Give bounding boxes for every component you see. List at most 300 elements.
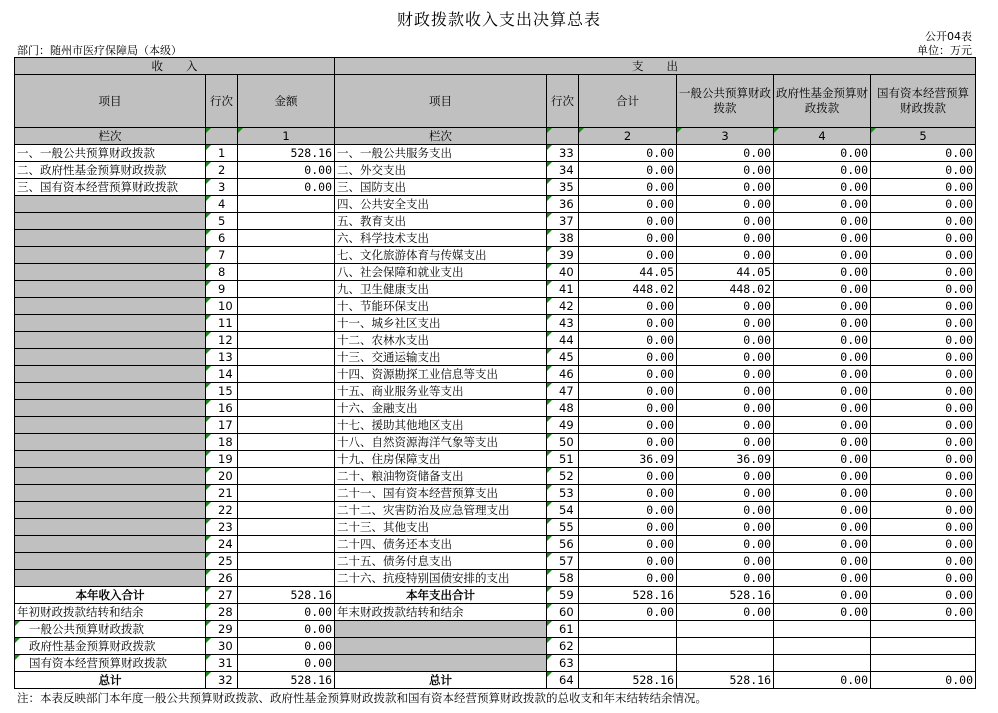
expense-total: 0.00 xyxy=(579,196,677,213)
expense-item: 十三、交通运输支出 xyxy=(335,349,547,366)
income-row-no: 18 xyxy=(206,434,238,451)
expense-gov-fund: 0.00 xyxy=(774,536,871,553)
income-amount xyxy=(238,196,335,213)
expense-gov-fund: 0.00 xyxy=(774,451,871,468)
expense-item: 二十二、灾害防治及应急管理支出 xyxy=(335,502,547,519)
income-amount: 528.16 xyxy=(238,145,335,162)
column-4: 4 xyxy=(774,128,871,145)
income-row-no: 15 xyxy=(206,383,238,400)
income-header: 收 入 xyxy=(15,58,335,75)
expense-general-budget: 0.00 xyxy=(677,179,774,196)
expense-item: 二十三、其他支出 xyxy=(335,519,547,536)
expense-general-budget: 0.00 xyxy=(677,145,774,162)
expense-total: 0.00 xyxy=(579,162,677,179)
expense-state-capital: 0.00 xyxy=(871,298,976,315)
table-row xyxy=(15,281,976,298)
expense-row-no: 41 xyxy=(547,281,579,298)
expense-state-capital: 0.00 xyxy=(871,434,976,451)
total-header: 合计 xyxy=(579,75,677,128)
expense-item: 十八、自然资源海洋气象等支出 xyxy=(335,434,547,451)
income-item: 二、政府性基金预算财政拨款 xyxy=(15,162,206,179)
expense-total-state-capital: 0.00 xyxy=(871,587,976,604)
expense-gov-fund: 0.00 xyxy=(774,247,871,264)
grand-income-row-no: 32 xyxy=(206,672,238,689)
expense-total: 0.00 xyxy=(579,434,677,451)
expense-row-no: 50 xyxy=(547,434,579,451)
fiscal-summary-table xyxy=(14,57,976,689)
expense-item: 八、社会保障和就业支出 xyxy=(335,264,547,281)
income-item xyxy=(15,349,206,366)
table-row xyxy=(15,485,976,502)
expense-state-capital: 0.00 xyxy=(871,247,976,264)
income-item xyxy=(15,451,206,468)
table-row xyxy=(15,570,976,587)
income-row-no: 19 xyxy=(206,451,238,468)
expense-total: 0.00 xyxy=(579,247,677,264)
expense-row-no: 52 xyxy=(547,468,579,485)
carryover-sub-row xyxy=(15,638,976,655)
column-2: 2 xyxy=(579,128,677,145)
expense-gov-fund: 0.00 xyxy=(774,570,871,587)
income-item xyxy=(15,519,206,536)
income-item xyxy=(15,315,206,332)
expense-gov-fund: 0.00 xyxy=(774,213,871,230)
income-item xyxy=(15,332,206,349)
expense-total: 448.02 xyxy=(579,281,677,298)
empty-cell xyxy=(774,638,871,655)
expense-item: 十九、住房保障支出 xyxy=(335,451,547,468)
expense-general-budget: 0.00 xyxy=(677,349,774,366)
income-row-no: 23 xyxy=(206,519,238,536)
empty-cell xyxy=(774,655,871,672)
income-item xyxy=(15,213,206,230)
expense-total: 0.00 xyxy=(579,553,677,570)
expense-state-capital: 0.00 xyxy=(871,417,976,434)
table-row xyxy=(15,383,976,400)
carryover-sub-label: 国有资本经营预算财政拨款 xyxy=(15,655,206,672)
expense-general-budget: 0.00 xyxy=(677,536,774,553)
expense-header: 支 出 xyxy=(335,58,976,75)
expense-gov-fund: 0.00 xyxy=(774,553,871,570)
income-amount xyxy=(238,553,335,570)
expense-total-sum: 528.16 xyxy=(579,587,677,604)
empty-cell xyxy=(774,621,871,638)
expense-state-capital: 0.00 xyxy=(871,179,976,196)
expense-state-capital: 0.00 xyxy=(871,536,976,553)
grand-expense-general: 528.16 xyxy=(677,672,774,689)
income-total-row-no: 27 xyxy=(206,587,238,604)
expense-general-budget: 0.00 xyxy=(677,213,774,230)
form-code: 公开04表 xyxy=(925,30,972,43)
income-row-no: 2 xyxy=(206,162,238,179)
income-item xyxy=(15,417,206,434)
income-item xyxy=(15,366,206,383)
expense-item: 二、外交支出 xyxy=(335,162,547,179)
table-row xyxy=(15,145,976,162)
income-item: 一、一般公共预算财政拨款 xyxy=(15,145,206,162)
expense-item: 十二、农林水支出 xyxy=(335,332,547,349)
carryover-sub-amount: 0.00 xyxy=(238,655,335,672)
empty-cell xyxy=(579,638,677,655)
expense-general-budget: 0.00 xyxy=(677,383,774,400)
expense-row-no: 58 xyxy=(547,570,579,587)
expense-row-no: 53 xyxy=(547,485,579,502)
expense-state-capital: 0.00 xyxy=(871,196,976,213)
begin-carryover-row-no: 28 xyxy=(206,604,238,621)
expense-rowno-header: 行次 xyxy=(547,75,579,128)
income-item xyxy=(15,570,206,587)
table-row xyxy=(15,230,976,247)
begin-carryover-label: 年初财政拨款结转和结余 xyxy=(15,604,206,621)
income-amount xyxy=(238,213,335,230)
table-row xyxy=(15,553,976,570)
income-row-no: 3 xyxy=(206,179,238,196)
grand-income-amount: 528.16 xyxy=(238,672,335,689)
expense-general-budget: 0.00 xyxy=(677,485,774,502)
income-item xyxy=(15,502,206,519)
expense-state-capital: 0.00 xyxy=(871,485,976,502)
expense-total: 0.00 xyxy=(579,485,677,502)
end-carryover-row-no: 60 xyxy=(547,604,579,621)
income-row-no: 17 xyxy=(206,417,238,434)
end-carryover-total: 0.00 xyxy=(579,604,677,621)
income-amount: 0.00 xyxy=(238,162,335,179)
table-row xyxy=(15,264,976,281)
income-item xyxy=(15,196,206,213)
income-item xyxy=(15,247,206,264)
expense-total: 0.00 xyxy=(579,400,677,417)
expense-item: 二十六、抗疫特别国债安排的支出 xyxy=(335,570,547,587)
grand-total-row xyxy=(15,672,976,689)
income-row-no: 5 xyxy=(206,213,238,230)
carryover-sub-expense-row-no: 62 xyxy=(547,638,579,655)
income-item xyxy=(15,536,206,553)
table-row xyxy=(15,315,976,332)
expense-row-no: 43 xyxy=(547,315,579,332)
column-no-cell xyxy=(206,128,238,145)
expense-total-gov-fund: 0.00 xyxy=(774,587,871,604)
expense-row-no: 38 xyxy=(547,230,579,247)
expense-total-label: 本年支出合计 xyxy=(335,587,547,604)
income-amount xyxy=(238,264,335,281)
income-row-no: 9 xyxy=(206,281,238,298)
carryover-row xyxy=(15,604,976,621)
expense-total: 0.00 xyxy=(579,366,677,383)
expense-total: 44.05 xyxy=(579,264,677,281)
income-amount xyxy=(238,502,335,519)
income-item xyxy=(15,485,206,502)
expense-gov-fund: 0.00 xyxy=(774,383,871,400)
income-amount xyxy=(238,281,335,298)
table-row xyxy=(15,349,976,366)
expense-item: 二十四、债务还本支出 xyxy=(335,536,547,553)
page-title: 财政拨款收入支出决算总表 xyxy=(396,10,601,29)
expense-row-no: 45 xyxy=(547,349,579,366)
expense-row-no: 57 xyxy=(547,553,579,570)
expense-row-no: 56 xyxy=(547,536,579,553)
income-row-no: 13 xyxy=(206,349,238,366)
expense-state-capital: 0.00 xyxy=(871,213,976,230)
carryover-sub-row-no: 31 xyxy=(206,655,238,672)
income-amount xyxy=(238,383,335,400)
expense-item: 六、科学技术支出 xyxy=(335,230,547,247)
income-row-no: 12 xyxy=(206,332,238,349)
carryover-sub-expense-blank xyxy=(335,638,547,655)
table-row xyxy=(15,468,976,485)
expense-row-no: 55 xyxy=(547,519,579,536)
grand-income-label: 总计 xyxy=(15,672,206,689)
expense-total: 0.00 xyxy=(579,570,677,587)
income-row-no: 20 xyxy=(206,468,238,485)
income-row-no: 21 xyxy=(206,485,238,502)
expense-item: 十五、商业服务业等支出 xyxy=(335,383,547,400)
expense-row-no: 44 xyxy=(547,332,579,349)
income-item: 三、国有资本经营预算财政拨款 xyxy=(15,179,206,196)
grand-expense-label: 总计 xyxy=(335,672,547,689)
income-row-no: 22 xyxy=(206,502,238,519)
income-row-no: 4 xyxy=(206,196,238,213)
table-row xyxy=(15,451,976,468)
carryover-sub-label: 政府性基金预算财政拨款 xyxy=(15,638,206,655)
income-item xyxy=(15,298,206,315)
expense-general-budget: 0.00 xyxy=(677,332,774,349)
column-no-cell xyxy=(547,128,579,145)
expense-item: 五、教育支出 xyxy=(335,213,547,230)
expense-general-budget: 0.00 xyxy=(677,468,774,485)
income-amount xyxy=(238,366,335,383)
grand-expense-total: 528.16 xyxy=(579,672,677,689)
income-total-amount: 528.16 xyxy=(238,587,335,604)
expense-total: 0.00 xyxy=(579,230,677,247)
expense-gov-fund: 0.00 xyxy=(774,502,871,519)
expense-item: 十四、资源勘探工业信息等支出 xyxy=(335,366,547,383)
table-row xyxy=(15,213,976,230)
expense-general-budget: 0.00 xyxy=(677,315,774,332)
expense-total: 0.00 xyxy=(579,145,677,162)
expense-state-capital: 0.00 xyxy=(871,451,976,468)
expense-item: 四、公共安全支出 xyxy=(335,196,547,213)
end-carryover-gov-fund: 0.00 xyxy=(774,604,871,621)
expense-state-capital: 0.00 xyxy=(871,468,976,485)
expense-state-capital: 0.00 xyxy=(871,332,976,349)
expense-general-budget: 0.00 xyxy=(677,298,774,315)
expense-gov-fund: 0.00 xyxy=(774,519,871,536)
income-amount xyxy=(238,570,335,587)
income-amount xyxy=(238,536,335,553)
expense-state-capital: 0.00 xyxy=(871,553,976,570)
column-no-label: 栏次 xyxy=(335,128,547,145)
empty-cell xyxy=(871,655,976,672)
expense-total: 0.00 xyxy=(579,383,677,400)
income-amount xyxy=(238,332,335,349)
expense-general-budget: 0.00 xyxy=(677,434,774,451)
expense-item: 二十五、债务付息支出 xyxy=(335,553,547,570)
table-row xyxy=(15,434,976,451)
carryover-sub-expense-row-no: 63 xyxy=(547,655,579,672)
carryover-sub-row xyxy=(15,655,976,672)
expense-row-no: 47 xyxy=(547,383,579,400)
expense-total: 0.00 xyxy=(579,298,677,315)
expense-general-budget: 0.00 xyxy=(677,247,774,264)
carryover-sub-expense-blank xyxy=(335,621,547,638)
expense-general-budget: 0.00 xyxy=(677,196,774,213)
expense-state-capital: 0.00 xyxy=(871,502,976,519)
expense-state-capital: 0.00 xyxy=(871,162,976,179)
column-1: 1 xyxy=(238,128,335,145)
income-item xyxy=(15,230,206,247)
expense-row-no: 54 xyxy=(547,502,579,519)
expense-gov-fund: 0.00 xyxy=(774,349,871,366)
income-amount xyxy=(238,298,335,315)
empty-cell xyxy=(871,638,976,655)
expense-general-budget: 0.00 xyxy=(677,162,774,179)
income-row-no: 7 xyxy=(206,247,238,264)
carryover-sub-label: 一般公共预算财政拨款 xyxy=(15,621,206,638)
table-row xyxy=(15,417,976,434)
expense-gov-fund: 0.00 xyxy=(774,196,871,213)
income-amount xyxy=(238,315,335,332)
grand-expense-gov-fund: 0.00 xyxy=(774,672,871,689)
table-row xyxy=(15,400,976,417)
expense-general-budget: 0.00 xyxy=(677,400,774,417)
income-amount xyxy=(238,349,335,366)
expense-state-capital: 0.00 xyxy=(871,349,976,366)
carryover-sub-expense-row-no: 61 xyxy=(547,621,579,638)
expense-item: 九、卫生健康支出 xyxy=(335,281,547,298)
expense-row-no: 49 xyxy=(547,417,579,434)
carryover-sub-amount: 0.00 xyxy=(238,638,335,655)
expense-gov-fund: 0.00 xyxy=(774,145,871,162)
expense-item: 二十一、国有资本经营预算支出 xyxy=(335,485,547,502)
income-item xyxy=(15,264,206,281)
income-row-no: 1 xyxy=(206,145,238,162)
empty-cell xyxy=(677,655,774,672)
expense-item: 十七、援助其他地区支出 xyxy=(335,417,547,434)
expense-gov-fund: 0.00 xyxy=(774,264,871,281)
expense-total: 0.00 xyxy=(579,502,677,519)
expense-state-capital: 0.00 xyxy=(871,570,976,587)
begin-carryover-amount: 0.00 xyxy=(238,604,335,621)
income-amount xyxy=(238,247,335,264)
income-amount xyxy=(238,485,335,502)
expense-item: 十、节能环保支出 xyxy=(335,298,547,315)
income-row-no: 26 xyxy=(206,570,238,587)
expense-general-budget: 0.00 xyxy=(677,553,774,570)
income-item xyxy=(15,434,206,451)
income-item xyxy=(15,281,206,298)
income-row-no: 24 xyxy=(206,536,238,553)
table-row xyxy=(15,502,976,519)
expense-gov-fund: 0.00 xyxy=(774,315,871,332)
income-rowno-header: 行次 xyxy=(206,75,238,128)
expense-gov-fund: 0.00 xyxy=(774,298,871,315)
state-capital-header: 国有资本经营预算财政拨款 xyxy=(871,75,976,128)
expense-row-no: 51 xyxy=(547,451,579,468)
unit-label: 单位：万元 xyxy=(917,44,972,57)
table-row xyxy=(15,298,976,315)
expense-general-budget: 0.00 xyxy=(677,502,774,519)
table-row xyxy=(15,162,976,179)
expense-state-capital: 0.00 xyxy=(871,281,976,298)
carryover-sub-expense-blank xyxy=(335,655,547,672)
expense-row-no: 36 xyxy=(547,196,579,213)
expense-state-capital: 0.00 xyxy=(871,264,976,281)
expense-row-no: 39 xyxy=(547,247,579,264)
carryover-sub-amount: 0.00 xyxy=(238,621,335,638)
income-amount xyxy=(238,519,335,536)
empty-cell xyxy=(579,621,677,638)
expense-total-row-no: 59 xyxy=(547,587,579,604)
grand-expense-row-no: 64 xyxy=(547,672,579,689)
expense-row-no: 34 xyxy=(547,162,579,179)
expense-row-no: 33 xyxy=(547,145,579,162)
expense-total: 0.00 xyxy=(579,332,677,349)
carryover-sub-row-no: 30 xyxy=(206,638,238,655)
income-total-label: 本年收入合计 xyxy=(15,587,206,604)
expense-gov-fund: 0.00 xyxy=(774,485,871,502)
expense-total: 0.00 xyxy=(579,179,677,196)
income-amount xyxy=(238,451,335,468)
expense-gov-fund: 0.00 xyxy=(774,468,871,485)
expense-general-budget: 0.00 xyxy=(677,230,774,247)
totals-row xyxy=(15,587,976,604)
expense-state-capital: 0.00 xyxy=(871,315,976,332)
expense-item: 三、国防支出 xyxy=(335,179,547,196)
income-row-no: 6 xyxy=(206,230,238,247)
end-carryover-label: 年末财政拨款结转和结余 xyxy=(335,604,547,621)
expense-state-capital: 0.00 xyxy=(871,400,976,417)
expense-row-no: 37 xyxy=(547,213,579,230)
expense-item: 二十、粮油物资储备支出 xyxy=(335,468,547,485)
expense-total: 0.00 xyxy=(579,519,677,536)
table-row xyxy=(15,536,976,553)
income-item xyxy=(15,553,206,570)
expense-general-budget: 448.02 xyxy=(677,281,774,298)
empty-cell xyxy=(677,638,774,655)
expense-general-budget: 0.00 xyxy=(677,519,774,536)
expense-row-no: 48 xyxy=(547,400,579,417)
expense-state-capital: 0.00 xyxy=(871,519,976,536)
income-row-no: 14 xyxy=(206,366,238,383)
expense-gov-fund: 0.00 xyxy=(774,417,871,434)
expense-total: 0.00 xyxy=(579,536,677,553)
expense-general-budget: 0.00 xyxy=(677,417,774,434)
expense-gov-fund: 0.00 xyxy=(774,434,871,451)
expense-item: 十一、城乡社区支出 xyxy=(335,315,547,332)
column-no-label: 栏次 xyxy=(15,128,206,145)
table-row xyxy=(15,332,976,349)
income-row-no: 10 xyxy=(206,298,238,315)
income-item-header: 项目 xyxy=(15,75,206,128)
table-row xyxy=(15,247,976,264)
grand-expense-state-capital: 0.00 xyxy=(871,672,976,689)
expense-general-budget: 36.09 xyxy=(677,451,774,468)
expense-general-budget: 0.00 xyxy=(677,570,774,587)
income-amount: 0.00 xyxy=(238,179,335,196)
income-amount xyxy=(238,230,335,247)
income-amount xyxy=(238,417,335,434)
expense-gov-fund: 0.00 xyxy=(774,230,871,247)
column-3: 3 xyxy=(677,128,774,145)
income-amount xyxy=(238,400,335,417)
empty-cell xyxy=(579,655,677,672)
expense-state-capital: 0.00 xyxy=(871,145,976,162)
expense-gov-fund: 0.00 xyxy=(774,162,871,179)
carryover-sub-row-no: 29 xyxy=(206,621,238,638)
general-budget-header: 一般公共预算财政拨款 xyxy=(677,75,774,128)
income-amount xyxy=(238,468,335,485)
income-row-no: 25 xyxy=(206,553,238,570)
